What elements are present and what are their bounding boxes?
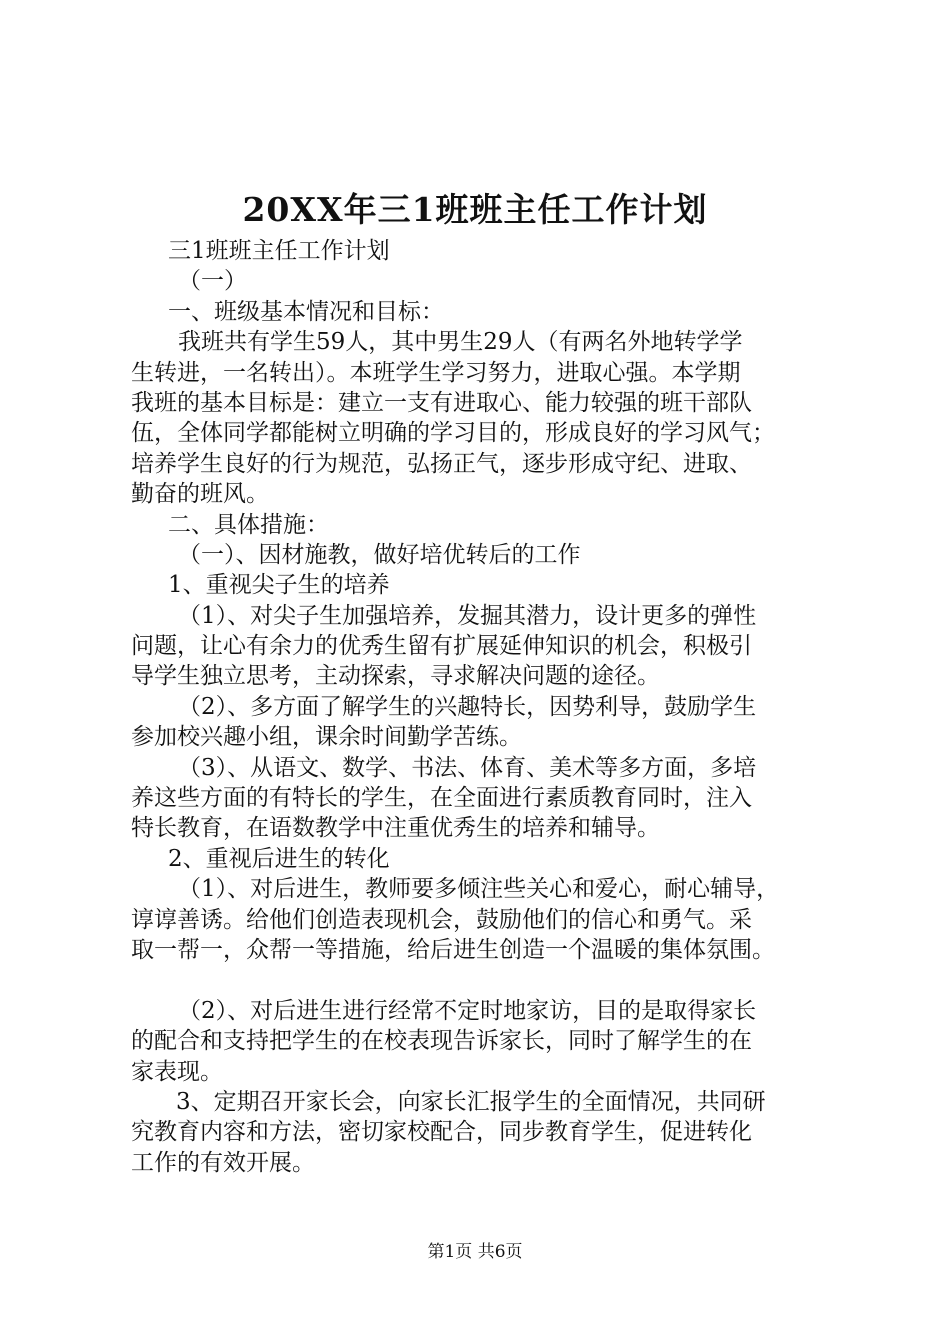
paragraph-line: 工作的有效开展。	[131, 1149, 315, 1176]
paragraph-line: 伍，全体同学都能树立明确的学习目的，形成良好的学习风气；	[131, 420, 775, 447]
paragraph-line: 特长教育，在语数教学中注重优秀生的培养和辅导。	[131, 815, 660, 842]
paragraph-line: 我班共有学生59人，其中男生29人（有两名外地转学学	[178, 329, 743, 356]
paragraph-line: 究教育内容和方法，密切家校配合，同步教育学生，促进转化	[131, 1119, 752, 1146]
paragraph-line: 参加校兴趣小组，课余时间勤学苦练。	[131, 724, 522, 751]
paragraph-line: 1、重视尖子生的培养	[168, 572, 390, 599]
blank-line	[131, 965, 831, 995]
paragraph-line: 培养学生良好的行为规范，弘扬正气，逐步形成守纪、进取、	[131, 450, 752, 477]
paragraph-line: 养这些方面的有特长的学生，在全面进行素质教育同时，注入	[131, 785, 752, 812]
paragraph-line: 问题，让心有余力的优秀生留有扩展延伸知识的机会，积极引	[131, 633, 752, 660]
page-number-footer: 第1页 共6页	[427, 1242, 523, 1262]
document-title: 20XX年三1班班主任工作计划	[242, 190, 708, 229]
paragraph-line: （2）、对后进生进行经常不定时地家访，目的是取得家长	[178, 997, 757, 1024]
paragraph-line: （2）、多方面了解学生的兴趣特长，因势利导，鼓励学生	[178, 693, 757, 720]
paragraph-line: （3）、从语文、数学、书法、体育、美术等多方面，多培	[178, 754, 757, 781]
paragraph-line: 三1班班主任工作计划	[168, 238, 390, 264]
paragraph-line: （一）	[178, 268, 247, 295]
paragraph-line: 勤奋的班风。	[131, 481, 269, 508]
paragraph-line: （一）、因材施教，做好培优转后的工作	[178, 541, 581, 568]
paragraph-line: 谆谆善诱。给他们创造表现机会，鼓励他们的信心和勇气。采	[131, 906, 752, 933]
paragraph-line: 一、班级基本情况和目标：	[168, 298, 444, 325]
paragraph-line: 2、重视后进生的转化	[168, 845, 390, 872]
paragraph-line: 取一帮一，众帮一等措施，给后进生创造一个温暖的集体氛围。	[131, 936, 775, 963]
document-body	[131, 236, 831, 1178]
paragraph-line: 导学生独立思考，主动探索，寻求解决问题的途径。	[131, 663, 660, 690]
paragraph-line: 家表现。	[131, 1058, 223, 1085]
paragraph-line: （1）、对后进生，教师要多倾注些关心和爱心，耐心辅导，	[178, 876, 780, 903]
paragraph-line: 3、定期召开家长会，向家长汇报学生的全面情况，共同研	[176, 1088, 766, 1115]
paragraph-line: 我班的基本目标是：建立一支有进取心、能力较强的班干部队	[131, 389, 752, 416]
paragraph-line: （1）、对尖子生加强培养，发掘其潜力，设计更多的弹性	[178, 602, 757, 629]
paragraph-line: 二、具体措施：	[168, 511, 329, 538]
paragraph-line: 生转进，一名转出）。本班学生学习努力，进取心强。本学期	[131, 359, 741, 386]
paragraph-line: 的配合和支持把学生的在校表现告诉家长，同时了解学生的在	[131, 1028, 752, 1055]
